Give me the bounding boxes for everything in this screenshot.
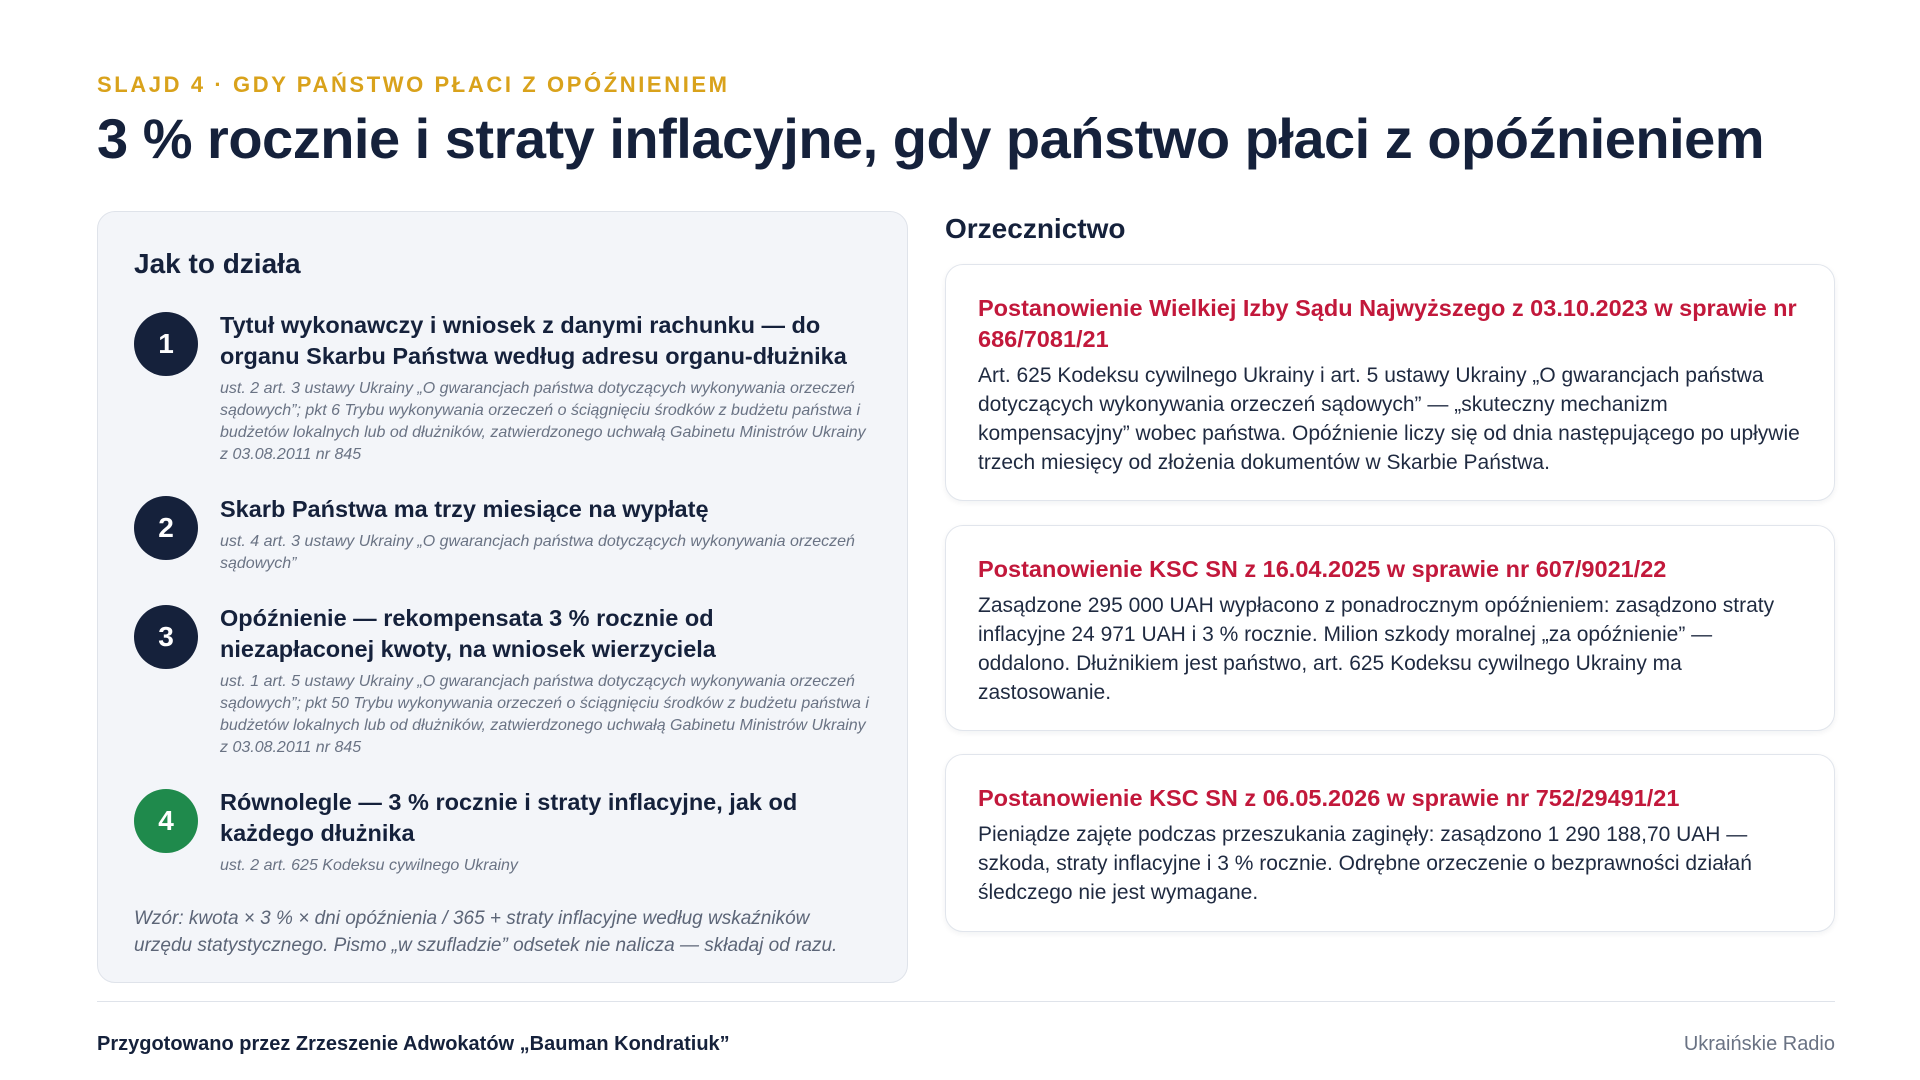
case-card-2 bbox=[945, 525, 1835, 731]
footer-divider bbox=[97, 1001, 1835, 1002]
case-title: Postanowienie KSC SN z 16.04.2025 w sprawie nr 607/9021/22 bbox=[978, 556, 1667, 582]
step-number-badge: 3 bbox=[134, 605, 198, 669]
footer-credit: Przygotowano przez Zrzeszenie Adwokatów „Bauman Kondratiuk” bbox=[97, 1033, 730, 1055]
panel-heading: Jak to działa bbox=[134, 248, 301, 279]
case-text: Zasądzone 295 000 UAH wypłacono z ponadrocznym opóźnieniem: zasądzono straty inflacyjne 24 971 UAH i 3 % rocznie. Milion szkody moralnej „za opóźnienie” — oddalono. Dłużnikiem jest państwo, art. 625 Kodeksu cywilnego Ukrainy ma zastosowanie. bbox=[978, 594, 1775, 704]
step-reference: ust. 4 art. 3 ustawy Ukrainy „O gwarancjach państwa dotyczących wykonywania orzeczeń sądowych” bbox=[220, 533, 855, 572]
footer-brand: Ukraińskie Radio bbox=[1683, 1033, 1835, 1055]
case-text: Pieniądze zajęte podczas przeszukania zaginęły: zasądzono 1 290 188,70 UAH — szkoda, straty inflacyjne i 3 % rocznie. Odrębne orzeczenie o bezprawności działań śledczego nie jest wymagane. bbox=[978, 823, 1752, 904]
step-reference: ust. 2 art. 625 Kodeksu cywilnego Ukrainy bbox=[220, 857, 518, 874]
step-number-badge: 2 bbox=[134, 496, 198, 560]
step-reference: ust. 2 art. 3 ustawy Ukrainy „O gwarancjach państwa dotyczących wykonywania orzeczeń sądowych”; pkt 6 Trybu wykonywania orzeczeń o ściągnięciu środków z budżetu państwa i budżetów lokalnych lub od dłużników, zatwierdzonego uchwałą Gabinetu Ministrów Ukrainy z 03.08.2011 nr 845 bbox=[220, 380, 866, 463]
how-it-works-panel bbox=[97, 211, 908, 983]
step-4 bbox=[134, 787, 871, 877]
step-title: Skarb Państwa ma trzy miesiące na wypłatę bbox=[220, 496, 709, 522]
slide-kicker: SLAJD 4 · GDY PAŃSTWO PŁACI Z OPÓŹNIENIEM bbox=[97, 72, 730, 97]
step-number-badge: 1 bbox=[134, 312, 198, 376]
case-text: Art. 625 Kodeksu cywilnego Ukrainy i art. 5 ustawy Ukrainy „O gwarancjach państwa dotyczących wykonywania orzeczeń sądowych” — „skuteczny mechanizm kompensacyjny” wobec państwa. Opóźnienie liczy się od dnia następującego po upływie trzech miesięcy od złożenia dokumentów w Skarbie Państwa. bbox=[978, 364, 1800, 474]
case-title: Postanowienie KSC SN z 06.05.2026 w sprawie nr 752/29491/21 bbox=[978, 785, 1680, 811]
step-3 bbox=[134, 603, 871, 759]
case-card-1 bbox=[945, 264, 1835, 501]
step-title: Tytuł wykonawczy i wniosek z danymi rachunku — do organu Skarbu Państwa według adresu organu-dłużnika bbox=[220, 312, 847, 369]
case-law-heading: Orzecznictwo bbox=[945, 213, 1126, 244]
step-2 bbox=[134, 494, 871, 575]
case-card-3 bbox=[945, 754, 1835, 932]
step-reference: ust. 1 art. 5 ustawy Ukrainy „O gwarancjach państwa dotyczących wykonywania orzeczeń sądowych”; pkt 50 Trybu wykonywania orzeczeń o ściągnięciu środków z budżetu państwa i budżetów lokalnych lub od dłużników, zatwierdzonego uchwałą Gabinetu Ministrów Ukrainy z 03.08.2011 nr 845 bbox=[220, 673, 869, 756]
formula-note: Wzór: kwota × 3 % × dni opóźnienia / 365 + straty inflacyjne według wskaźników urzędu statystycznego. Pismo „w szufladzie” odsetek nie nalicza — składaj od razu. bbox=[134, 908, 838, 956]
step-1 bbox=[134, 310, 871, 466]
step-title: Opóźnienie — rekompensata 3 % rocznie od niezapłaconej kwoty, na wniosek wierzyciela bbox=[220, 605, 716, 662]
slide-title: 3 % rocznie i straty inflacyjne, gdy państwo płaci z opóźnieniem bbox=[97, 107, 1765, 170]
step-title: Równolegle — 3 % rocznie i straty inflacyjne, jak od każdego dłużnika bbox=[220, 789, 798, 846]
step-number-badge: 4 bbox=[134, 789, 198, 853]
case-title: Postanowienie Wielkiej Izby Sądu Najwyższego z 03.10.2023 w sprawie nr 686/7081/21 bbox=[978, 295, 1797, 352]
